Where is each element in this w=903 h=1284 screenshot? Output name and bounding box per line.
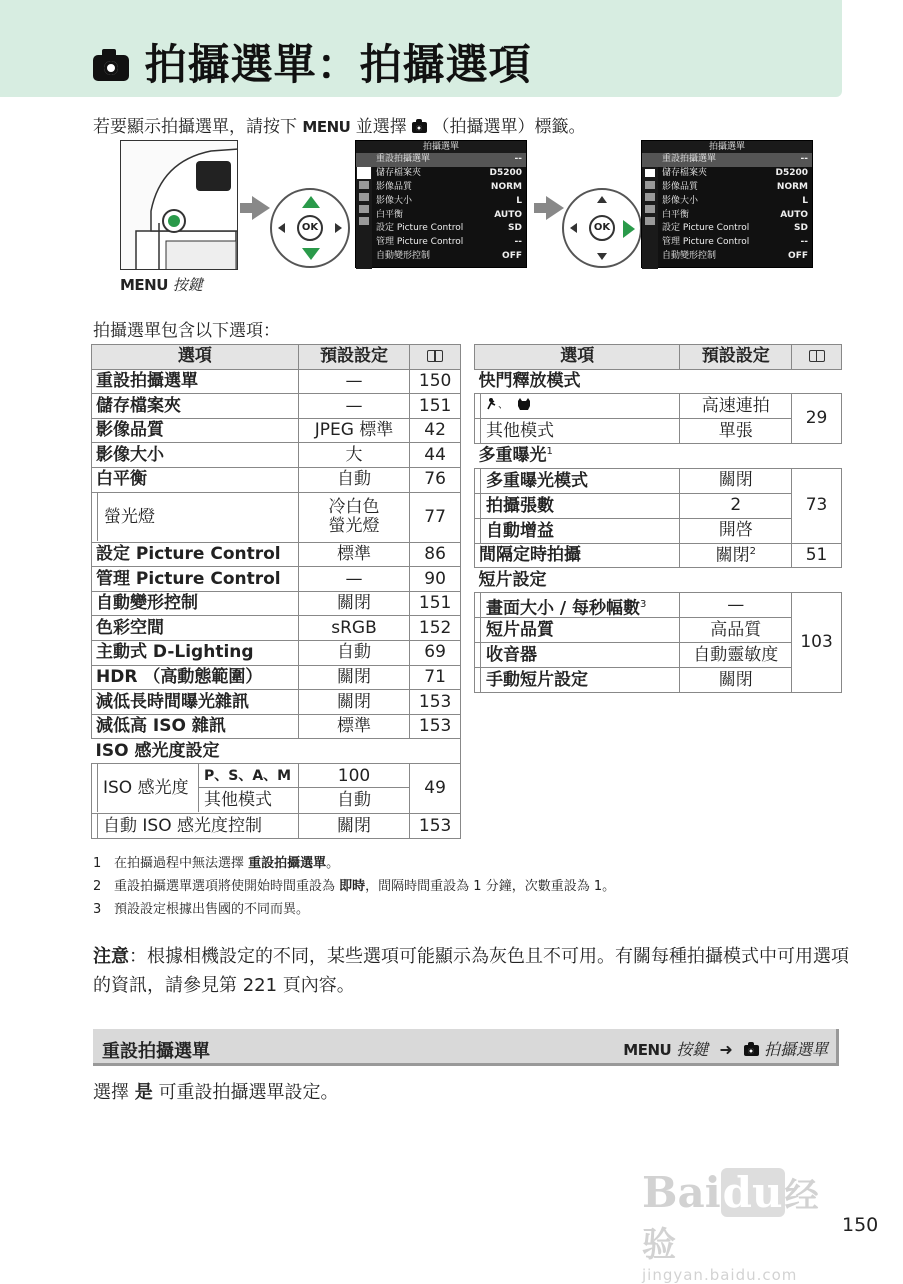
screen-row: 設定 Picture Control SD [662, 223, 808, 234]
camera-icon [744, 1045, 759, 1056]
book-icon [809, 350, 825, 362]
table-row: 自動增益 開啓 [475, 518, 842, 543]
section-text: 選擇 是 可重設拍攝選單設定。 [93, 1082, 339, 1103]
svg-text:、: 、 [498, 400, 508, 412]
table-row: 手動短片設定 關閉 [475, 667, 842, 692]
table-row: 、 高速連拍 29 [475, 394, 842, 419]
up-triangle-icon [597, 196, 607, 203]
arrow-right-icon [252, 196, 270, 220]
table-row: 主動式 D-Lighting 自動 69 [92, 640, 461, 665]
table-row: 自動變形控制 關閉 151 [92, 591, 461, 616]
screen-row: 白平衡 AUTO [662, 209, 808, 220]
menu-button-caption: MENU 按鍵 [120, 276, 203, 294]
col-header-default: 預設設定 [298, 345, 409, 370]
table-row: 多重曝光模式 關閉 73 [475, 468, 842, 493]
camera-back-illustration [120, 140, 238, 270]
page-title: 拍攝選單：拍攝選項 [93, 32, 532, 92]
footnotes [93, 852, 615, 921]
screen-row: 管理 Picture Control -- [662, 237, 808, 248]
arrow-right-icon [546, 196, 564, 220]
pet-portrait-icon [516, 397, 532, 411]
camera-screen-1: 拍攝選單 重設拍攝選單 -- 儲存檔案夾 D5200 影像品質 NORM 影像大小 L 白平衡 AUTO 設定 Picture Control SD 管理 Picture Control -- 自動變形控制 OFF [355, 140, 527, 268]
screen-row: 儲存檔案夾 D5200 [376, 167, 522, 178]
book-icon [427, 350, 443, 362]
screen-row: 設定 Picture Control SD [376, 223, 522, 234]
down-triangle-icon [302, 248, 320, 260]
table-row: ISO 感光度 P、S、A、M 其他模式 100 自動 49 [92, 763, 461, 813]
ok-button: OK [589, 215, 615, 241]
baidu-watermark: Baidu经验 jingyan.baidu.com [642, 1168, 819, 1284]
screen-row: 白平衡 AUTO [376, 209, 522, 220]
page-header [0, 0, 842, 97]
camera-icon [412, 122, 427, 133]
up-triangle-icon [302, 196, 320, 208]
multi-selector [270, 188, 350, 268]
section-menu-path: MENU 按鍵 ➜ 拍攝選單 [623, 1040, 828, 1059]
section-title: 重設拍攝選單 [102, 1041, 210, 1062]
table-row: 自動 ISO 感光度控制 關閉 153 [92, 813, 461, 838]
table-row: 拍攝張數 2 [475, 493, 842, 518]
table-row: HDR （高動態範圍） 關閉 71 [92, 665, 461, 690]
screen-row: 儲存檔案夾 D5200 [662, 167, 808, 178]
camera-screen-2: 拍攝選單 重設拍攝選單 -- 儲存檔案夾 D5200 影像品質 NORM 影像大小 L 白平衡 AUTO 設定 Picture Control SD 管理 Picture Control -- 自動變形控制 OFF [641, 140, 813, 268]
arrow-icon: ➜ [719, 1040, 733, 1059]
screen-row: 影像品質 NORM [662, 181, 808, 192]
page-number: 150 [842, 1214, 879, 1236]
table-row: 多重曝光$^1$ [475, 444, 842, 469]
col-header-page [792, 345, 842, 370]
table-row: 其他模式 單張 [475, 419, 842, 444]
col-header-default: 預設設定 [680, 345, 792, 370]
table-row: 螢光燈 冷白色 螢光燈 77 [92, 492, 461, 542]
col-header-page [410, 345, 461, 370]
table-row: 管理 Picture Control — 90 [92, 567, 461, 592]
footnote: 2 重設拍攝選單選項將使開始時間重設為 即時，間隔時間重設為 1 分鐘，次數重設為 1。 [93, 879, 616, 894]
screen-row: 重設拍攝選單 -- [356, 153, 526, 167]
table-row: 短片設定 [475, 568, 842, 593]
table-row: 影像大小 大 44 [92, 443, 461, 468]
table-row: 收音器 自動靈敏度 [475, 642, 842, 667]
right-triangle-icon [335, 223, 342, 233]
left-triangle-icon [278, 223, 285, 233]
footnote: 1 在拍攝過程中無法選擇 重設拍攝選單。 [93, 856, 340, 871]
intro-text: 若要顯示拍攝選單，請按下 MENU 並選擇 （拍攝選單）標籤。 [93, 117, 586, 137]
options-table-right [474, 344, 842, 693]
table-row: 減低長時間曝光雜訊 關閉 153 [92, 690, 461, 715]
screen-row: 自動變形控制 OFF [376, 251, 522, 262]
screen-row: 管理 Picture Control -- [376, 237, 522, 248]
screen-row: 影像品質 NORM [376, 181, 522, 192]
table-row: ISO 感光度設定 [92, 739, 461, 764]
down-triangle-icon [597, 253, 607, 260]
sports-mode-icon [486, 397, 516, 411]
footnote: 3 預設設定根據出售國的不同而異。 [93, 902, 310, 917]
ok-button: OK [297, 215, 323, 241]
camera-icon [93, 55, 129, 81]
menu-figure [120, 140, 820, 300]
screen-row: 自動變形控制 OFF [662, 251, 808, 262]
table-row: 重設拍攝選單 — 150 [92, 369, 461, 394]
table-row: 快門釋放模式 [475, 369, 842, 394]
table-row: 減低高 ISO 雜訊 標準 153 [92, 714, 461, 739]
section-header-bar [93, 1029, 839, 1066]
col-header-option: 選項 [92, 345, 299, 370]
right-triangle-icon [623, 220, 635, 238]
table-row: 設定 Picture Control 標準 86 [92, 542, 461, 567]
table-row: 間隔定時拍攝 關閉$^2$ 51 [475, 543, 842, 568]
screen-row: 影像大小 L [662, 195, 808, 206]
table-lead-in: 拍攝選單包含以下選項： [93, 321, 280, 341]
table-row: 短片品質 高品質 [475, 617, 842, 642]
left-triangle-icon [570, 223, 577, 233]
col-header-option: 選項 [475, 345, 680, 370]
notice-paragraph: 注意：根據相機設定的不同，某些選項可能顯示為灰色且不可用。有關每種拍攝模式中可用選項的資訊，請參見第 221 頁內容。 [93, 946, 849, 996]
multi-selector [562, 188, 642, 268]
table-row: 影像品質 JPEG 標準 42 [92, 418, 461, 443]
table-row: 畫面大小 / 每秒幅數$^3$ — 103 [475, 592, 842, 617]
menu-label: MENU [302, 118, 351, 136]
table-row: 儲存檔案夾 — 151 [92, 394, 461, 419]
table-row: 白平衡 自動 76 [92, 467, 461, 492]
options-table-left [91, 344, 461, 839]
screen-row: 重設拍攝選單 -- [642, 153, 812, 167]
table-row: 色彩空間 sRGB 152 [92, 616, 461, 641]
screen-row: 影像大小 L [376, 195, 522, 206]
